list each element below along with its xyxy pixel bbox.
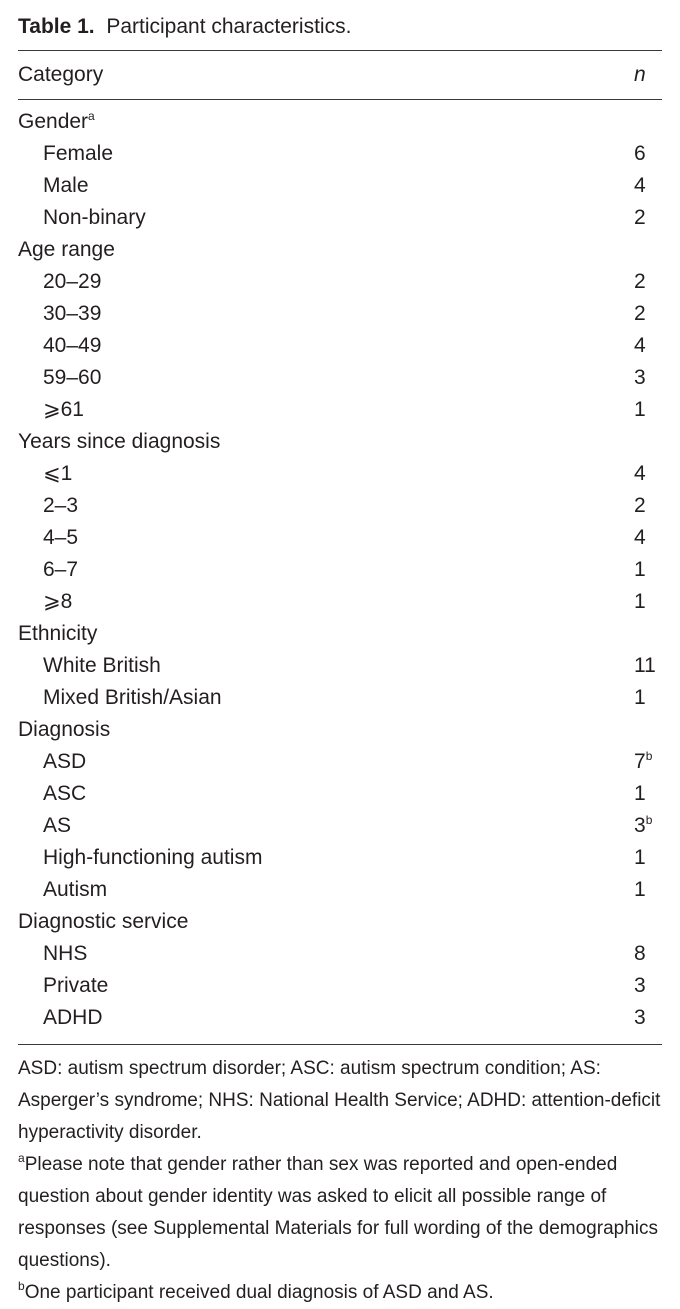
- row-count-value: 2: [634, 270, 646, 293]
- table-title: [18, 0, 662, 36]
- table-row: [18, 522, 662, 554]
- row-label: Mixed British/Asian: [43, 686, 222, 709]
- table-row: [18, 650, 662, 682]
- row-label: 6–7: [43, 558, 79, 581]
- row-count: [622, 522, 662, 554]
- row-count: [622, 810, 662, 842]
- row-count: [622, 490, 662, 522]
- row-count-value: 1: [634, 878, 646, 901]
- row-count-value: 1: [634, 846, 646, 869]
- table-label: Table 1.: [18, 15, 95, 38]
- row-count: [622, 682, 662, 714]
- row-label: Female: [43, 142, 114, 165]
- row-count-value: 4: [634, 174, 646, 197]
- table-row: [18, 458, 662, 490]
- row-label: ADHD: [43, 1006, 103, 1029]
- row-label: ⩾8: [43, 590, 73, 613]
- table-row: [18, 490, 662, 522]
- row-count-value: 3: [634, 1006, 646, 1029]
- row-count: [622, 202, 662, 234]
- table-row: [18, 778, 662, 810]
- column-header-category: Category: [18, 63, 104, 86]
- row-count: [622, 394, 662, 426]
- row-label: ASD: [43, 750, 87, 773]
- group-label: [18, 906, 188, 938]
- group-row: [18, 906, 662, 938]
- row-count-value: 4: [634, 334, 646, 357]
- footnote-b-mark: b: [18, 1279, 25, 1293]
- row-count: [622, 330, 662, 362]
- row-label: ⩽1: [43, 462, 73, 485]
- table-row: [18, 842, 662, 874]
- footnote-a: [18, 1149, 662, 1277]
- row-count-value: 2: [634, 302, 646, 325]
- row-count: [622, 746, 662, 778]
- row-count-value: 6: [634, 142, 646, 165]
- row-count-value: 1: [634, 558, 646, 581]
- row-count-value: 2: [634, 494, 646, 517]
- row-count: [622, 170, 662, 202]
- table-row: [18, 394, 662, 426]
- group-row: [18, 106, 662, 138]
- row-label: 59–60: [43, 366, 102, 389]
- row-label: White British: [43, 654, 161, 677]
- row-label: Male: [43, 174, 89, 197]
- row-count-value: 3: [634, 366, 646, 389]
- row-count: [622, 778, 662, 810]
- table-notes: [18, 1045, 662, 1309]
- row-count: [622, 874, 662, 906]
- row-count-value: 4: [634, 526, 646, 549]
- row-count-value: 7: [634, 750, 646, 773]
- row-count-value: 8: [634, 942, 646, 965]
- row-label: AS: [43, 814, 72, 837]
- row-label: 20–29: [43, 270, 102, 293]
- group-row: [18, 714, 662, 746]
- table-row: [18, 970, 662, 1002]
- row-label: High-functioning autism: [43, 846, 263, 869]
- row-label: ⩾61: [43, 398, 84, 421]
- row-count-value: 1: [634, 398, 646, 421]
- table-row: [18, 138, 662, 170]
- group-row: [18, 618, 662, 650]
- table-row: [18, 682, 662, 714]
- footnote-marker: b: [645, 813, 653, 827]
- table-row: [18, 362, 662, 394]
- row-count-value: 1: [634, 590, 646, 613]
- group-label-text: Gender: [18, 110, 89, 133]
- table-row: [18, 938, 662, 970]
- row-count: [622, 554, 662, 586]
- group-label: [18, 426, 220, 458]
- table-row: [18, 298, 662, 330]
- row-label: 4–5: [43, 526, 79, 549]
- footnote-marker: b: [645, 749, 653, 763]
- row-count-value: 1: [634, 782, 646, 805]
- table-row: [18, 554, 662, 586]
- group-label-text: Age range: [18, 238, 115, 261]
- row-count: [622, 586, 662, 618]
- header-row: [18, 51, 662, 99]
- group-label-text: Diagnostic service: [18, 910, 189, 933]
- table-caption: Participant characteristics.: [106, 15, 352, 38]
- group-label-text: Diagnosis: [18, 718, 111, 741]
- row-label: Private: [43, 974, 109, 997]
- group-label-text: Ethnicity: [18, 622, 98, 645]
- row-label: Autism: [43, 878, 108, 901]
- row-count-value: 1: [634, 686, 646, 709]
- row-label: Non-binary: [43, 206, 146, 229]
- table-row: [18, 330, 662, 362]
- row-count: [622, 650, 662, 682]
- abbreviations-note: ASD: autism spectrum disorder; ASC: autism spectrum condition; AS: Asperger’s syndrome; NHS: National Health Service; ADHD: attention-deficit hyperactivity disorder.: [18, 1058, 661, 1143]
- footnote-b-text: One participant received dual diagnosis of ASD and AS.: [24, 1282, 494, 1303]
- table-row: [18, 266, 662, 298]
- row-label: 2–3: [43, 494, 79, 517]
- row-count-value: 3: [634, 974, 646, 997]
- row-count: [622, 1002, 662, 1034]
- row-label: 30–39: [43, 302, 102, 325]
- group-label: [18, 714, 110, 746]
- row-label: 40–49: [43, 334, 102, 357]
- footnote-a-mark: a: [18, 1151, 25, 1165]
- table-row: [18, 202, 662, 234]
- row-count: [622, 970, 662, 1002]
- row-count-value: 2: [634, 206, 646, 229]
- group-row: [18, 426, 662, 458]
- row-count-value: 11: [634, 654, 656, 677]
- table-row: [18, 874, 662, 906]
- row-label: ASC: [43, 782, 87, 805]
- group-label: [18, 234, 115, 266]
- table-row: [18, 1002, 662, 1034]
- column-header-n: n: [634, 63, 646, 86]
- table-row: [18, 170, 662, 202]
- row-count: [622, 362, 662, 394]
- group-label: [18, 618, 97, 650]
- row-count: [622, 458, 662, 490]
- row-count: [622, 298, 662, 330]
- group-row: [18, 234, 662, 266]
- footnote-marker: a: [88, 109, 95, 123]
- row-label: NHS: [43, 942, 88, 965]
- table-row: [18, 810, 662, 842]
- row-count: [622, 938, 662, 970]
- table-body: [18, 100, 662, 1044]
- group-label-text: Years since diagnosis: [18, 430, 221, 453]
- row-count: [622, 138, 662, 170]
- table-row: [18, 586, 662, 618]
- footnote-b: [18, 1277, 662, 1309]
- group-label: [18, 106, 95, 138]
- table-row: [18, 746, 662, 778]
- row-count-value: 4: [634, 462, 646, 485]
- row-count: [622, 842, 662, 874]
- footnote-a-text: Please note that gender rather than sex was reported and open-ended question about gender identity was asked to elicit all possible range of responses (see Supplemental Materials for full wording of the demographics questions).: [18, 1154, 658, 1271]
- row-count: [622, 266, 662, 298]
- row-count-value: 3: [634, 814, 646, 837]
